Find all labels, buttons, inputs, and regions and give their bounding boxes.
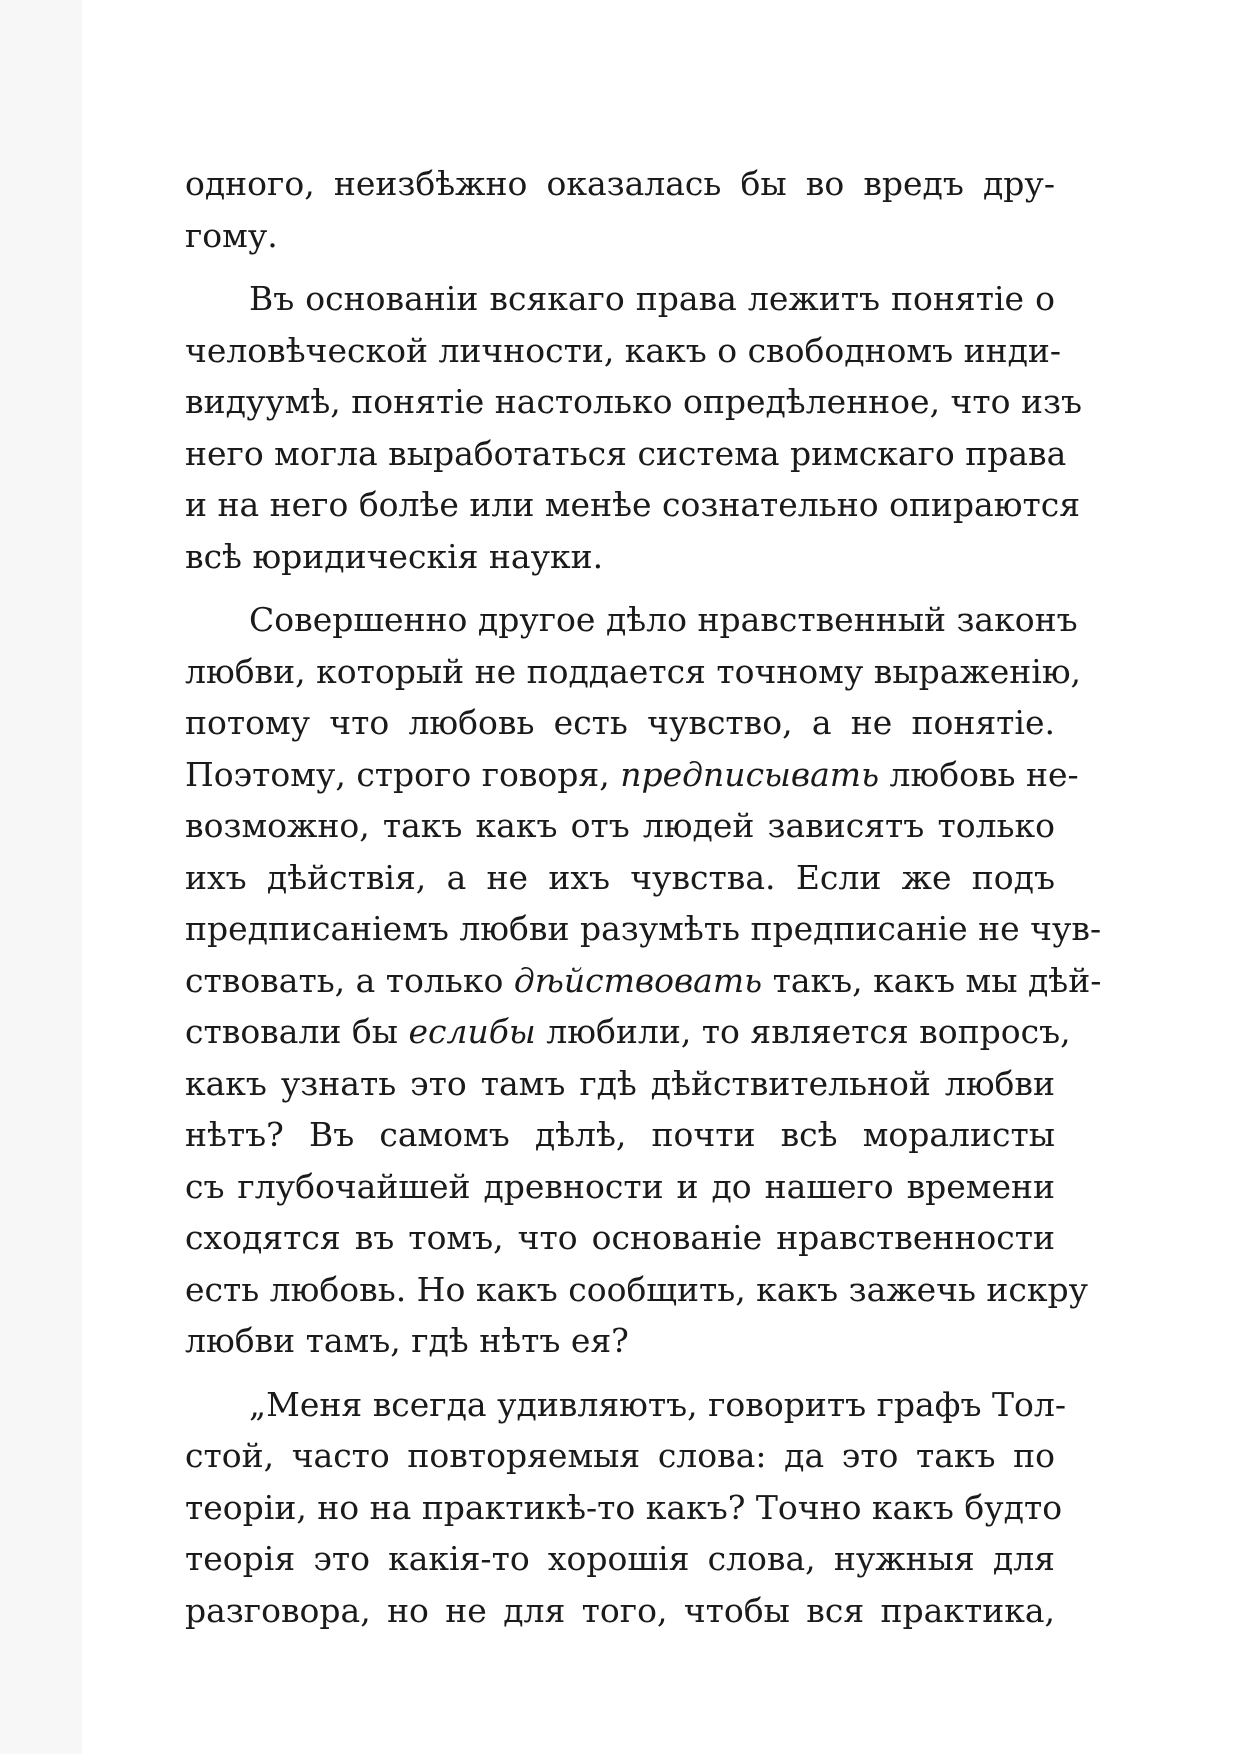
text-line [185, 903, 1102, 955]
text-segment: одного, неизбѣжно оказалась бы во вредъ дру- [185, 164, 1055, 203]
text-line [185, 697, 1055, 749]
text-line [185, 210, 1055, 262]
text-segment: и на него болѣе или менѣе сознательно опираются [185, 485, 1081, 524]
text-line [185, 1482, 1063, 1534]
text-segment: стой, часто повторяемыя слова: да это такъ по [185, 1436, 1055, 1475]
text-segment: видуумѣ, понятiе настолько опредѣленное, что изъ [185, 382, 1082, 421]
text-line [185, 1533, 1055, 1585]
document-body [185, 158, 1102, 1636]
text-segment: любили, то является вопросъ, [535, 1012, 1071, 1051]
text-segment: разговора, но не для того, чтобы вся практика, [185, 1590, 1055, 1630]
text-segment: Поэтому, строго говоря, [185, 754, 621, 794]
text-segment: теорiи, но на практикѣ-то какъ? Точно какъ будто [185, 1487, 1063, 1527]
text-segment: любви, который не поддается точному выраженiю, [185, 651, 1082, 691]
text-line [185, 1006, 1071, 1058]
text-segment: сходятся въ томъ, что основанiе нравственности [185, 1218, 1055, 1257]
text-segment: него могла выработаться система римскаго права [185, 433, 1067, 473]
italic-emphasis: предписывать [620, 754, 880, 794]
text-segment: гому. [185, 215, 278, 255]
italic-emphasis: дѣйствовать [513, 960, 763, 1000]
text-segment: „Меня всегда удивляютъ, говоритъ графъ Тол- [249, 1384, 1066, 1424]
text-segment: ствовать, а только [185, 960, 514, 1000]
text-line [185, 325, 1062, 377]
text-line [185, 955, 1102, 1007]
text-line [185, 1430, 1055, 1482]
text-segment: есть любовь. Но какъ сообщить, какъ зажечь искру [185, 1269, 1089, 1309]
text-line [185, 749, 1079, 801]
text-line [185, 1379, 1066, 1431]
text-segment: предписанiемъ любви разумѣть предписанiе не чув- [185, 909, 1102, 948]
text-line [185, 273, 1055, 325]
text-line [185, 1109, 1055, 1161]
text-segment: нѣтъ? Въ самомъ дѣлѣ, почти всѣ моралисты [185, 1115, 1055, 1154]
text-line [185, 852, 1055, 904]
text-segment: потому что любовь есть чувство, а не понятiе. [185, 703, 1055, 742]
text-segment: любви тамъ, гдѣ нѣтъ ея? [185, 1321, 629, 1360]
text-segment: человѣческой личности, какъ о свободномъ инди- [185, 330, 1062, 370]
text-segment: любовь не- [879, 754, 1079, 794]
text-line [185, 1212, 1055, 1264]
text-line [185, 1315, 1055, 1367]
text-line [185, 800, 1055, 852]
text-segment: возможно, такъ какъ отъ людей зависятъ только [185, 806, 1055, 845]
text-segment: Въ основанiи всякаго права лежитъ понятiе о [249, 279, 1055, 318]
text-line [185, 1058, 1055, 1110]
text-segment: такъ, какъ мы дѣй- [762, 960, 1102, 1000]
text-segment: какъ узнать это тамъ гдѣ дѣйствительной любви [185, 1063, 1055, 1103]
text-line [185, 594, 1078, 646]
text-line [185, 158, 1055, 210]
text-line [185, 1161, 1055, 1213]
text-line [185, 1264, 1089, 1316]
text-segment: съ глубочайшей древности и до нашего времени [185, 1166, 1055, 1206]
text-segment: ствовали бы [185, 1012, 409, 1051]
text-line [185, 479, 1081, 531]
text-line [185, 376, 1082, 428]
text-segment: Совершенно другое дѣло нравственный законъ [249, 600, 1078, 639]
italic-emphasis: еслибы [408, 1012, 536, 1051]
text-segment: теорiя это какiя-то хорошiя слова, нужныя для [185, 1539, 1055, 1578]
text-line [185, 646, 1082, 698]
text-line [185, 428, 1067, 480]
text-segment: всѣ юридическiя науки. [185, 536, 604, 576]
text-segment: ихъ дѣйствiя, а не ихъ чувства. Если же подъ [185, 857, 1055, 897]
text-line [185, 531, 1055, 583]
text-line [185, 1585, 1055, 1637]
